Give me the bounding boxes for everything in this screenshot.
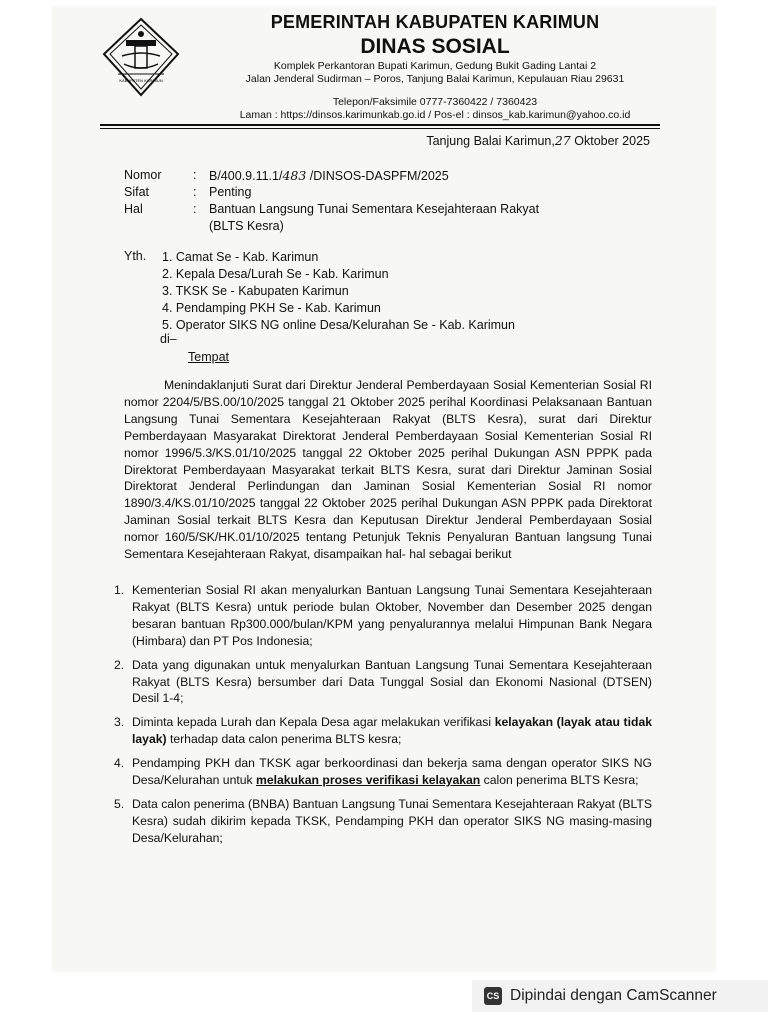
meta-value-continued: (BLTS Kesra) [209, 219, 284, 233]
meta-value: Bantuan Langsung Tunai Sementara Kesejahteraan Rakyat [209, 202, 540, 216]
list-item [114, 755, 652, 789]
letterhead-address-line-2: Jalan Jenderal Sudirman – Poros, Tanjung Balai Karimun, Kepulauan Riau 29631 [245, 73, 625, 85]
body-points-list [114, 582, 652, 854]
addressee-place: Tempat [188, 350, 229, 364]
letterhead-divider-thin [100, 128, 660, 129]
point-text: Diminta kepada Lurah dan Kepala Desa agar melakukan verifikasi [132, 715, 495, 730]
list-item [114, 582, 652, 650]
camscanner-icon: CS [484, 987, 502, 1005]
point-number: 3. [114, 715, 125, 730]
point-text: terhadap data calon penerima BLTS kesra; [166, 732, 402, 747]
meta-colon: : [193, 202, 197, 216]
point-text: Data calon penerima (BNBA) Bantuan Langsung Tunai Sementara Kesejahteraan Rakyat (BLTS Kesra) sudah dikirim kepada TKSK, Pendamping PKH dan operator SIKS NG masing-masing Desa/Kelurahan; [132, 796, 652, 845]
point-number: 1. [114, 583, 125, 597]
list-item [114, 657, 652, 708]
body-paragraph [124, 377, 652, 563]
letterhead-address-line-1: Komplek Perkantoran Bupati Karimun, Gedung Bukit Gading Lantai 2 [273, 60, 597, 72]
letterhead-phone: Telepon/Faksimile 0777-7360422 / 7360423 [332, 96, 538, 108]
letter-meta-block [0, 168, 768, 238]
letterhead-agency-title: DINAS SOSIAL [360, 35, 510, 58]
camscanner-watermark [472, 980, 768, 1012]
meta-colon: : [193, 185, 197, 199]
list-item [114, 714, 652, 748]
letterhead-web-email: Laman : https://dinsos.karimunkab.go.id / Pos-el : dinsos_kab.karimun@yahoo.co.id [239, 109, 631, 121]
body-paragraph-text: Menindaklanjuti Surat dari Direktur Jenderal Pemberdayaan Sosial Kementerian Sosial RI nomor 2204/5/BS.00/10/2025 tanggal 21 Oktober 2025 perihal Koordinasi Pelaksanaan Bantuan Langsung Tunai Sementara Kesejahteraan Rakyat (BLTS Kesra), surat dari Direktur Pemberdayaan Masyarakat Direktorat Jenderal Pemberdayaan Sosial Kementerian Sosial RI nomor 1996/5.3/KS.01/10/2025 tanggal 22 Oktober 2025 perihal Dukungan ASN PPPK pada Direktorat Pemberdayaan Masyarakat terkait BLTS Kesra, surat dari Direktur Jaminan Sosial Direktorat Jenderal Perlindungan dan Jaminan Sosial Kementerian Sosial RI nomor 1890/3.4/KS.01/10/2025 tanggal 22 Oktober 2025 perihal Dukungan ASN PPPK pada Direktorat Jaminan Sosial terkait BLTS Kesra dan Keputusan Direktur Jenderal Pemberdayaan Sosial nomor 160/5/SK/HK.01/10/2025 tentang Petunjuk Teknis Penyaluran Bantuan langsung Tunai Sementara Kesejahteraan Rakyat, disampaikan hal- hal sebagai berikut [124, 378, 652, 562]
list-item: 1. Camat Se - Kab. Karimun [162, 250, 319, 264]
list-item: 5. Operator SIKS NG online Desa/Kelurahan Se - Kab. Karimun [162, 318, 515, 332]
meta-colon: : [193, 168, 197, 182]
meta-value [209, 168, 449, 183]
letter-number-prefix: B/400.9.11.1/ [209, 169, 283, 183]
date-month-year: Oktober 2025 [574, 134, 650, 148]
letter-number-suffix: /DINSOS-DASPFM/2025 [306, 169, 449, 183]
addressee-salutation: Yth. [124, 249, 147, 263]
meta-key: Nomor [124, 168, 162, 182]
letter-number-handwritten: 483 [282, 168, 307, 183]
point-number: 2. [114, 657, 125, 672]
addressee-di: di– [160, 332, 177, 346]
meta-key: Sifat [124, 185, 150, 199]
point-text-bold: kelayakan (layak atau tidak layak) [132, 715, 653, 747]
letterhead-divider-thick [100, 124, 660, 126]
addressee-list [162, 249, 515, 334]
point-text-bold-underlined: melakukan proses verifikasi kelayakan [256, 773, 481, 788]
camscanner-label: Dipindai dengan CamScanner [510, 987, 717, 1004]
point-number: 4. [114, 756, 125, 771]
logo-caption: KABUPATEN KARIMUN [119, 78, 163, 83]
list-item: 4. Pendamping PKH Se - Kab. Karimun [162, 301, 381, 315]
point-text: calon penerima BLTS Kesra; [480, 773, 639, 788]
point-number: 5. [114, 796, 125, 811]
list-item [114, 796, 652, 847]
letterhead-government-title: PEMERINTAH KABUPATEN KARIMUN [270, 12, 600, 32]
list-item: 2. Kepala Desa/Lurah Se - Kab. Karimun [162, 267, 389, 281]
regency-emblem-logo [100, 16, 182, 98]
point-text: Pendamping PKH dan TKSK agar berkoordinasi dan bekerja sama dengan operator SIKS NG Desa/Kelurahan untuk [132, 756, 652, 788]
date-day-handwritten: 27 [554, 133, 571, 148]
date-place: Tanjung Balai Karimun, [426, 134, 555, 148]
meta-value: Penting [209, 185, 252, 199]
meta-key: Hal [124, 202, 143, 216]
letter-date [426, 133, 650, 148]
point-text: Data yang digunakan untuk menyalurkan Bantuan Langsung Tunai Sementara Kesejahteraan Rakyat (BLTS Kesra) bersumber dari Data Tunggal Sosial dan Ekonomi Nasional (DTSEN) Desil 1-4; [132, 657, 652, 706]
point-text: Kementerian Sosial RI akan menyalurkan Bantuan Langsung Tunai Sementara Kesejahteraan Rakyat (BLTS Kesra) untuk periode bulan Oktober, November dan Desember 2025 dengan besaran bantuan Rp300.000/bulan/KPM yang penyalurannya melalui Himpunan Bank Negara (Himbara) dan PT Pos Indonesia; [132, 583, 652, 648]
list-item: 3. TKSK Se - Kabupaten Karimun [162, 284, 349, 298]
